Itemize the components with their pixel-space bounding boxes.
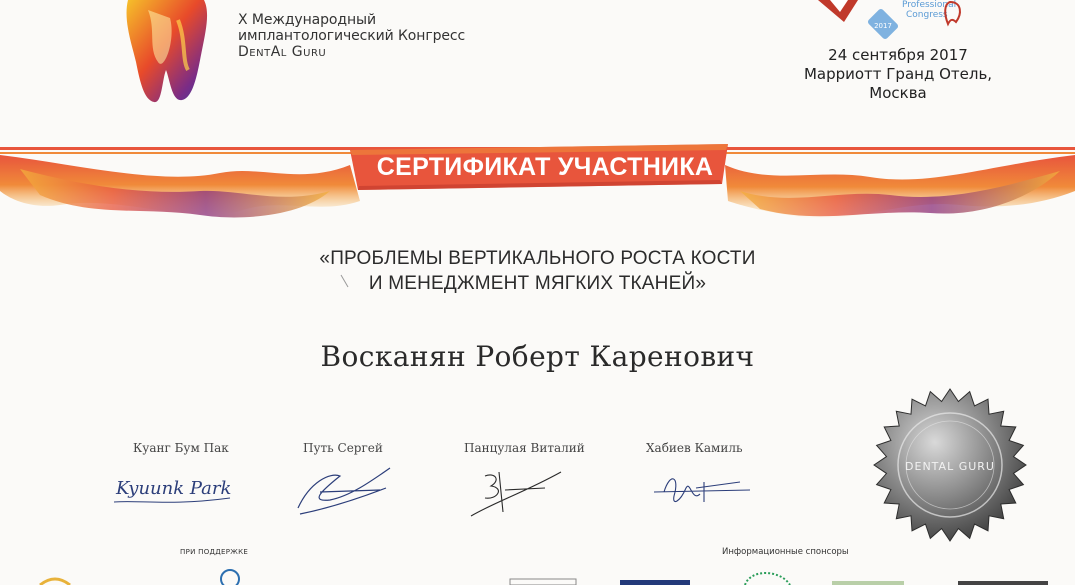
- congress-line-1: X Международный: [238, 12, 376, 28]
- sponsor-logo-4: [620, 580, 690, 585]
- scan-mark: [340, 274, 350, 288]
- congress-line-2: имплантологический Конгресс: [238, 28, 466, 44]
- seal-text: DENTAL GURU: [905, 460, 995, 473]
- sponsor-logos-strip: [0, 563, 1075, 585]
- svg-text:Congress: Congress: [906, 10, 948, 20]
- signatory-name-4: Хабиев Камиль: [646, 441, 743, 455]
- certificate-title: СЕРТИФИКАТ УЧАСТНИКА: [376, 153, 714, 181]
- signature-2: [290, 462, 400, 522]
- signature-1: [110, 462, 250, 522]
- sponsor-logo-3: [510, 579, 576, 585]
- signatory-name-3: Панцулая Виталий: [464, 441, 585, 455]
- partner-logo: [800, 0, 970, 42]
- sponsor-logo-2: [221, 570, 239, 585]
- signatory-name-2: Путь Сергей: [303, 441, 383, 455]
- event-date: 24 сентября 2017: [828, 46, 968, 64]
- sponsor-logo-1: [40, 579, 70, 585]
- event-info: [780, 46, 1016, 103]
- tooth-logo: [118, 0, 214, 104]
- congress-title: [238, 12, 465, 60]
- event-venue: Марриотт Гранд Отель, Москва: [803, 65, 993, 102]
- signature-1-text: Kyuunk Park: [116, 478, 232, 499]
- signature-3: [465, 462, 575, 522]
- signature-4: [650, 462, 760, 522]
- topic-line-2: И МЕНЕДЖМЕНТ МЯГКИХ ТКАНЕЙ»: [368, 273, 707, 294]
- dental-guru-seal: [870, 385, 1030, 545]
- topic-line-1: «ПРОБЛЕМЫ ВЕРТИКАЛЬНОГО РОСТА КОСТИ: [319, 248, 756, 269]
- congress-line-3: DentAl Guru: [238, 44, 327, 60]
- sponsors-label: Информационные спонсоры: [722, 547, 849, 557]
- partner-logo-year: 2017: [874, 22, 892, 30]
- sponsor-logo-6: [832, 581, 904, 585]
- participant-name: Восканян Роберт Каренович: [320, 340, 755, 373]
- signatory-name-1: Куанг Бум Пак: [133, 441, 229, 455]
- sponsor-logo-5: [745, 573, 790, 585]
- sponsor-logo-7: [958, 581, 1048, 585]
- support-label: ПРИ ПОДДЕРЖКЕ: [180, 548, 249, 556]
- lecture-topic: [0, 246, 1075, 296]
- svg-text:Professional: Professional: [902, 0, 957, 10]
